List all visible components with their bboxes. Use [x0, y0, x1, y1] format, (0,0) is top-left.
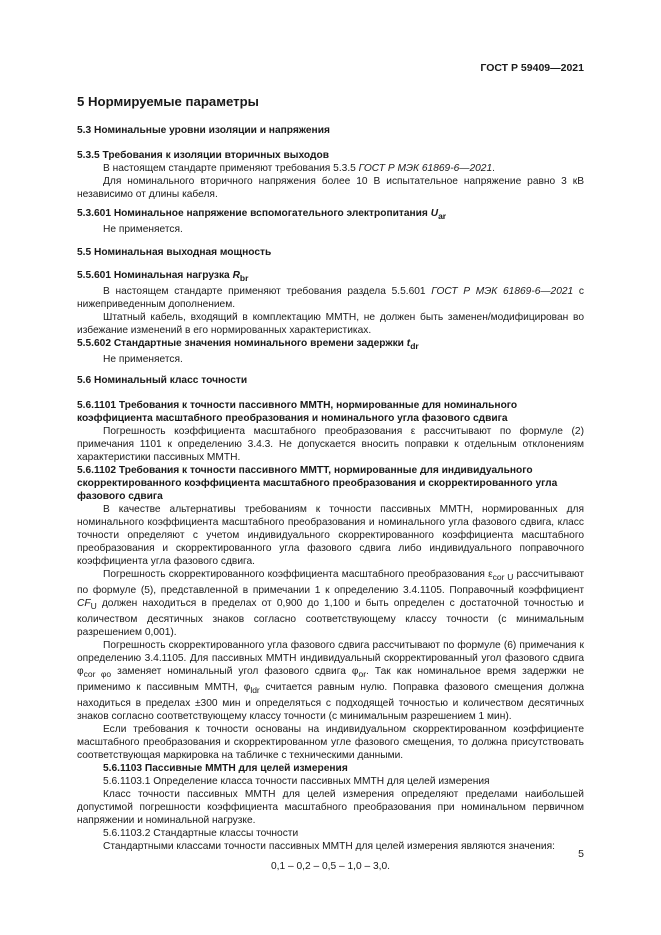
section-5-6-1101-paragraph: Погрешность коэффициента масштабного преобразования ε рассчитывают по формуле (2) примечания 1101 к определению 3.4.3. Не допускается вносить поправки к отдельным отклонениям характеристики пассивных ММТН.	[77, 426, 584, 464]
section-5-6-1102-paragraph-2: Погрешность скорректированного коэффициента масштабного преобразования $\varepsilon_{cor U}$ рассчитывают по формуле (5), представленной в примечании 1 к определению 3.4.1105. Поправочный коэффициент $CF_U$ должен находиться в пределах от 0,900 до 1,100 и быть определен с достаточной точностью и количеством десятичных знаков согласно соответствующему классу точности (с минимальным разрешением 0,001).	[77, 569, 584, 639]
section-5-5-601-paragraph-1: В настоящем стандарте применяют требования раздела 5.5.601 ГОСТ Р МЭК 61869-6—2021 с нижеприведенным дополнением.	[77, 286, 584, 311]
section-5-3-601-heading: 5.3.601 Номинальное напряжение вспомогательного электропитания $U_{ar}$	[77, 208, 447, 222]
section-5-3-5-paragraph-1: В настоящем стандарте применяют требования 5.3.5 ГОСТ Р МЭК 61869-6—2021.	[103, 163, 495, 174]
section-5-5-heading: 5.5 Номинальная выходная мощность	[77, 247, 272, 259]
section-5-3-5-heading: 5.3.5 Требования к изоляции вторичных выходов	[77, 150, 329, 161]
section-5-6-1102-heading: 5.6.1102 Требования к точности пассивного ММТТ, нормированные для индивидуального скорректированного коэффициента масштабного преобразования и скорректированного угла фазового сдвига	[77, 465, 558, 503]
accuracy-classes-formula: 0,1 – 0,2 – 0,5 – 1,0 – 3,0.	[271, 861, 390, 873]
section-5-6-1102-paragraph-3: Погрешность скорректированного угла фазового сдвига рассчитывают по формуле (6) примечания к определению 3.4.1105. Для пассивных ММТН индивидуальный скорректированный угол фазового сдвига $\varphi_{cor \varphi o}$ заменяет номинальный угол фазового сдвига $\varphi_{or}$. Так как номинальное время задержки не применимо к пассивным ММТН, $\varphi_{ldr}$ считается равным нулю. Поправка фазового смещения должна находиться в пределах ±300 мин и определяться с подходящей точностью и количеством десятичных знаков согласно соответствующему классу точности (с минимальным разрешением 1 мин).	[77, 640, 584, 723]
section-5-6-1103-heading: 5.6.1103 Пассивные ММТН для целей измерения	[103, 763, 348, 775]
section-5-3-601-text: Не применяется.	[103, 224, 183, 236]
section-5-5-602-text: Не применяется.	[103, 354, 183, 366]
section-5-6-1103-2-heading: 5.6.1103.2 Стандартные классы точности	[103, 828, 299, 840]
section-5-3-5-paragraph-2: Для номинального вторичного напряжения более 10 В испытательное напряжение равно 3 кВ независимо от длины кабеля.	[77, 176, 584, 200]
section-5-5-601-heading: 5.5.601 Номинальная нагрузка $R_{br}$	[77, 270, 249, 284]
page-number: 5	[578, 848, 584, 860]
section-5-6-1103-1-heading: 5.6.1103.1 Определение класса точности пассивных ММТН для целей измерения	[103, 776, 490, 788]
section-5-6-heading: 5.6 Номинальный класс точности	[77, 375, 248, 387]
document-id-header: ГОСТ Р 59409—2021	[480, 62, 584, 74]
section-5-6-1103-1-paragraph: Класс точности пассивных ММТН для целей измерения определяют пределами наибольшей допустимой погрешности коэффициента масштабного преобразования при номинальном первичном напряжении и номинальной нагрузке.	[77, 789, 584, 827]
section-5-6-1101-heading: 5.6.1101 Требования к точности пассивного ММТН, нормированные для номинального коэффициента масштабного преобразования и номинального угла фазового сдвига	[77, 400, 518, 425]
section-5-6-1102-paragraph-4: Если требования к точности основаны на индивидуальном скорректированном коэффициенте масштабного преобразования и скорректированном угле фазового смещения, то должна присутствовать соответствующая маркировка на табличке с техническими данными.	[77, 724, 584, 762]
section-5-5-602-heading: 5.5.602 Стандартные значения номинального времени задержки $t_{dr}$	[77, 338, 419, 352]
document-body	[77, 94, 584, 873]
section-5-5-601-paragraph-2: Штатный кабель, входящий в комплектацию ММТН, не должен быть заменен/модифицирован во избежание изменений в его нормированных характеристиках.	[77, 312, 584, 337]
section-5-6-1103-2-paragraph: Стандартными классами точности пассивных ММТН для целей измерения являются значения:	[103, 841, 555, 853]
section-5-3-heading: 5.3 Номинальные уровни изоляции и напряжения	[77, 125, 330, 136]
section-5-heading: 5 Нормируемые параметры	[77, 94, 259, 109]
section-5-6-1102-paragraph-1: В качестве альтернативы требованиям к точности пассивных ММТН, нормированных для номинального коэффициента масштабного преобразования и номинального угла фазового сдвига, класс точности определяют с учетом индивидуального скорректированного коэффициента масштабного преобразования и скорректированного угла фазового сдвига либо индивидуального поправочного коэффициента угла фазового сдвига.	[77, 504, 584, 568]
